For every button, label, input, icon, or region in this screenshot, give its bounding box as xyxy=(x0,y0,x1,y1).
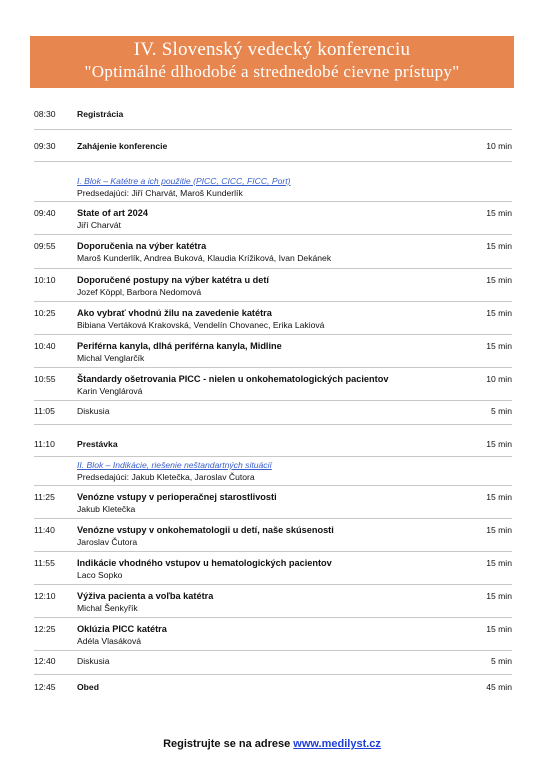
row-time: 09:40 xyxy=(34,208,56,218)
row-time: 09:30 xyxy=(34,141,56,151)
row-divider xyxy=(34,400,512,401)
row-time: 12:10 xyxy=(34,591,56,601)
row-title: Venózne vstupy v perioperačnej starostlivosti xyxy=(77,492,277,502)
row-duration: 5 min xyxy=(490,406,512,416)
row-speakers: Adéla Vlasáková xyxy=(77,636,142,646)
conference-banner xyxy=(30,36,514,88)
row-time: 12:40 xyxy=(34,656,56,666)
row-title: Indikácie vhodného vstupov u hematologických pacientov xyxy=(77,558,332,568)
block-title[interactable]: II. Blok – Indikácie, riešenie neštandartných situácií xyxy=(77,460,272,470)
row-time: 12:45 xyxy=(34,682,56,692)
row-divider xyxy=(34,584,512,585)
registration-link[interactable]: www.medilyst.cz xyxy=(293,738,381,750)
row-divider xyxy=(34,367,512,368)
row-time: 11:40 xyxy=(34,525,55,535)
row-divider xyxy=(34,551,512,552)
row-divider xyxy=(34,456,512,457)
row-speakers: Jiří Charvát xyxy=(77,220,121,230)
row-duration: 15 min xyxy=(486,558,512,568)
row-duration: 15 min xyxy=(486,241,512,251)
row-title: Prestávka xyxy=(77,439,118,449)
row-time: 10:10 xyxy=(34,275,56,285)
row-time: 12:25 xyxy=(34,624,56,634)
block-chairs: Predsedajúci: Jakub Kletečka, Jaroslav Čutora xyxy=(77,472,255,482)
block-chairs: Predsedajúci: Jiří Charvát, Maroš Kunderlík xyxy=(77,188,243,198)
row-title: Diskusia xyxy=(77,656,110,666)
row-divider xyxy=(34,485,512,486)
row-time: 10:55 xyxy=(34,374,56,384)
row-duration: 10 min xyxy=(486,374,512,384)
row-divider xyxy=(34,201,512,202)
row-time: 11:55 xyxy=(34,558,55,568)
row-title: Výživa pacienta a voľba katétra xyxy=(77,591,214,601)
row-title: State of art 2024 xyxy=(77,208,148,218)
row-divider xyxy=(34,161,512,162)
row-time: 08:30 xyxy=(34,109,56,119)
row-speakers: Maroš Kunderlík, Andrea Buková, Klaudia Krížiková, Ivan Dekánek xyxy=(77,253,332,263)
row-divider xyxy=(34,234,512,235)
row-duration: 15 min xyxy=(486,208,512,218)
block-title[interactable]: I. Blok – Katétre a ich použitie (PICC, CICC, FICC, Port) xyxy=(77,176,291,186)
row-time: 11:25 xyxy=(34,492,55,502)
row-time: 09:55 xyxy=(34,241,56,251)
row-duration: 15 min xyxy=(486,525,512,535)
row-speakers: Laco Sopko xyxy=(77,570,123,580)
row-divider xyxy=(34,268,512,269)
row-duration: 15 min xyxy=(486,341,512,351)
row-speakers: Jakub Kletečka xyxy=(77,504,136,514)
row-title: Diskusia xyxy=(77,406,110,416)
row-divider xyxy=(34,518,512,519)
row-title: Štandardy ošetrovania PICC - nielen u onkohematologických pacientov xyxy=(77,374,389,384)
row-speakers: Bibiana Vertáková Krakovská, Vendelín Chovanec, Erika Lakiová xyxy=(77,320,325,330)
conference-title: IV. Slovenský vedecký konferenciu xyxy=(133,39,411,60)
row-speakers: Michal Šenkyřík xyxy=(77,603,138,613)
row-title: Oklúzia PICC katétra xyxy=(77,624,167,634)
row-duration: 15 min xyxy=(486,492,512,502)
row-title: Zahájenie konferencie xyxy=(77,141,168,151)
row-duration: 15 min xyxy=(486,591,512,601)
row-divider xyxy=(34,301,512,302)
row-duration: 15 min xyxy=(486,308,512,318)
footer-text: Registrujte se na adrese xyxy=(163,738,294,750)
row-time: 11:05 xyxy=(34,406,55,416)
row-divider xyxy=(34,334,512,335)
row-duration: 15 min xyxy=(486,439,512,449)
row-speakers: Michal Venglarčík xyxy=(77,353,145,363)
row-title: Venózne vstupy v onkohematologii u detí, naše skúsenosti xyxy=(77,525,334,535)
row-title: Doporučenia na výber katétra xyxy=(77,241,207,251)
row-speakers: Karin Venglárová xyxy=(77,386,143,396)
row-title: Obed xyxy=(77,682,99,692)
row-divider xyxy=(34,650,512,651)
row-duration: 5 min xyxy=(490,656,512,666)
row-time: 10:40 xyxy=(34,341,56,351)
row-duration: 10 min xyxy=(486,141,512,151)
row-divider xyxy=(34,674,512,675)
row-duration: 15 min xyxy=(486,275,512,285)
row-divider xyxy=(34,424,512,425)
row-title: Registrácia xyxy=(77,109,124,119)
row-divider xyxy=(34,617,512,618)
registration-footer xyxy=(0,738,544,750)
row-duration: 45 min xyxy=(486,682,512,692)
row-title: Doporučené postupy na výber katétra u detí xyxy=(77,275,269,285)
row-duration: 15 min xyxy=(486,624,512,634)
row-divider xyxy=(34,129,512,130)
row-title: Periférna kanyla, dlhá periférna kanyla, Midline xyxy=(77,341,282,351)
row-title: Ako vybrať vhodnú žilu na zavedenie katétra xyxy=(77,308,272,318)
row-time: 10:25 xyxy=(34,308,56,318)
row-speakers: Jaroslav Čutora xyxy=(77,537,138,547)
conference-subtitle: "Optimálné dlhodobé a strednedobé cievne prístupy" xyxy=(84,62,460,81)
row-time: 11:10 xyxy=(34,439,55,449)
row-speakers: Jozef Köppl, Barbora Nedomová xyxy=(77,287,202,297)
